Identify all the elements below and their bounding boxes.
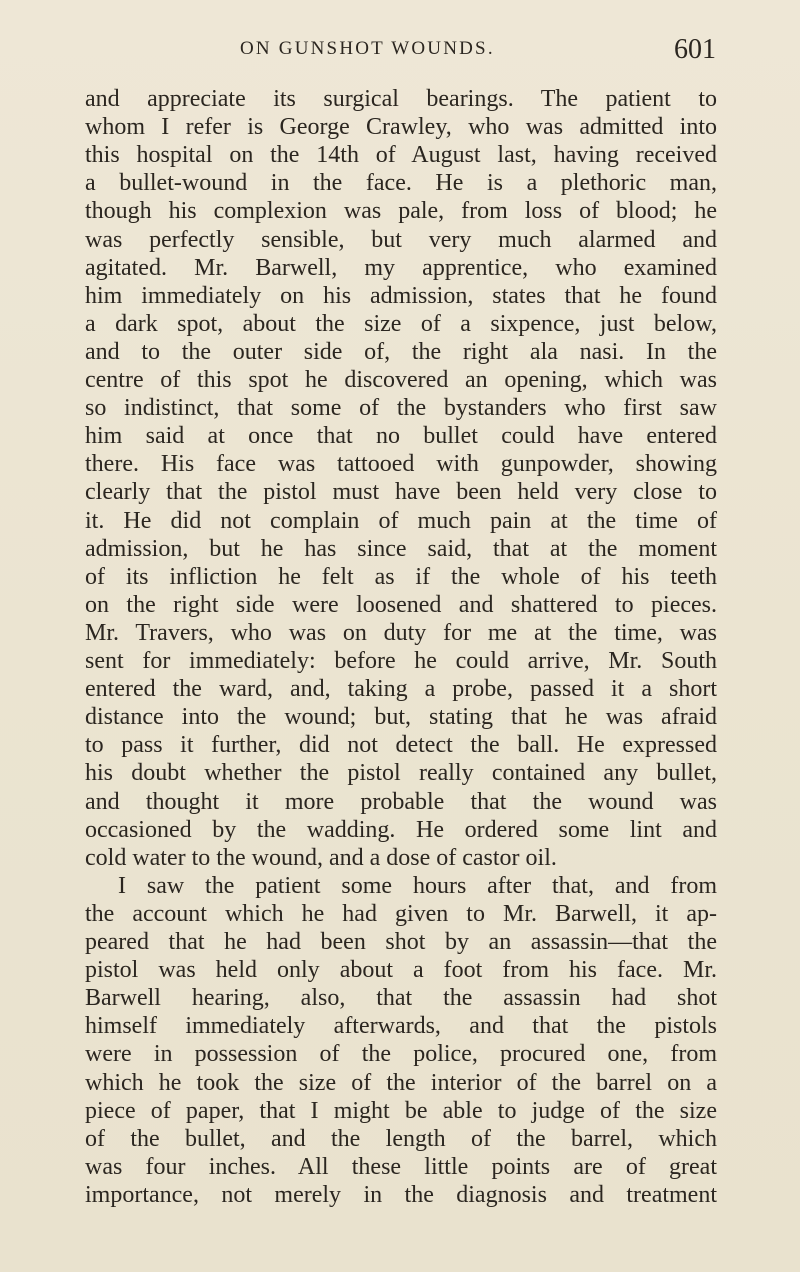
text-line: importance, not merely in the diagnosis and treatment — [85, 1182, 717, 1208]
text-line: occasioned by the wadding. He ordered some lint and — [85, 817, 717, 843]
text-line: distance into the wound; but, stating that he was afraid — [85, 704, 717, 730]
text-line: and thought it more probable that the wound was — [85, 789, 717, 815]
text-line: were in possession of the police, procured one, from — [85, 1041, 717, 1067]
text-line: agitated. Mr. Barwell, my apprentice, who examined — [85, 255, 717, 281]
text-line: whom I refer is George Crawley, who was admitted into — [85, 114, 717, 140]
text-line: piece of paper, that I might be able to judge of the size — [85, 1098, 717, 1124]
text-line: clearly that the pistol must have been held very close to — [85, 479, 717, 505]
running-title: ON GUNSHOT WOUNDS. — [240, 38, 495, 59]
text-line: was perfectly sensible, but very much alarmed and — [85, 227, 717, 253]
text-line: entered the ward, and, taking a probe, passed it a short — [85, 676, 717, 702]
text-line: on the right side were loosened and shattered to pieces. — [85, 592, 717, 618]
text-line: sent for immediately: before he could arrive, Mr. South — [85, 648, 717, 674]
text-line: of the bullet, and the length of the barrel, which — [85, 1126, 717, 1152]
text-line: Barwell hearing, also, that the assassin had shot — [85, 985, 717, 1011]
text-line: though his complexion was pale, from loss of blood; he — [85, 198, 717, 224]
text-line: Mr. Travers, who was on duty for me at the time, was — [85, 620, 717, 646]
text-line: him immediately on his admission, states that he found — [85, 283, 717, 309]
page-number: 601 — [674, 34, 716, 65]
text-line: so indistinct, that some of the bystanders who first saw — [85, 395, 717, 421]
text-line: and to the outer side of, the right ala nasi. In the — [85, 339, 717, 365]
text-line: himself immediately afterwards, and that the pistols — [85, 1013, 717, 1039]
text-line: which he took the size of the interior of the barrel on a — [85, 1070, 717, 1096]
text-line: centre of this spot he discovered an opening, which was — [85, 367, 717, 393]
text-line: it. He did not complain of much pain at the time of — [85, 508, 717, 534]
text-line: to pass it further, did not detect the ball. He expressed — [85, 732, 717, 758]
text-line: there. His face was tattooed with gunpowder, showing — [85, 451, 717, 477]
text-line: the account which he had given to Mr. Barwell, it ap- — [85, 901, 717, 927]
text-line: of its infliction he felt as if the whole of his teeth — [85, 564, 717, 590]
text-line: pistol was held only about a foot from his face. Mr. — [85, 957, 717, 983]
text-line: admission, but he has since said, that at the moment — [85, 536, 717, 562]
text-line: I saw the patient some hours after that, and from — [118, 873, 717, 899]
text-line: a dark spot, about the size of a sixpence, just below, — [85, 311, 717, 337]
running-head — [90, 34, 716, 74]
text-line: this hospital on the 14th of August last, having received — [85, 142, 717, 168]
text-line: peared that he had been shot by an assassin—that the — [85, 929, 717, 955]
text-line: a bullet-wound in the face. He is a plethoric man, — [85, 170, 717, 196]
text-line: was four inches. All these little points are of great — [85, 1154, 717, 1180]
text-line: cold water to the wound, and a dose of castor oil. — [85, 845, 557, 871]
text-line: and appreciate its surgical bearings. The patient to — [85, 86, 717, 112]
text-line: him said at once that no bullet could have entered — [85, 423, 717, 449]
text-line: his doubt whether the pistol really contained any bullet, — [85, 760, 717, 786]
